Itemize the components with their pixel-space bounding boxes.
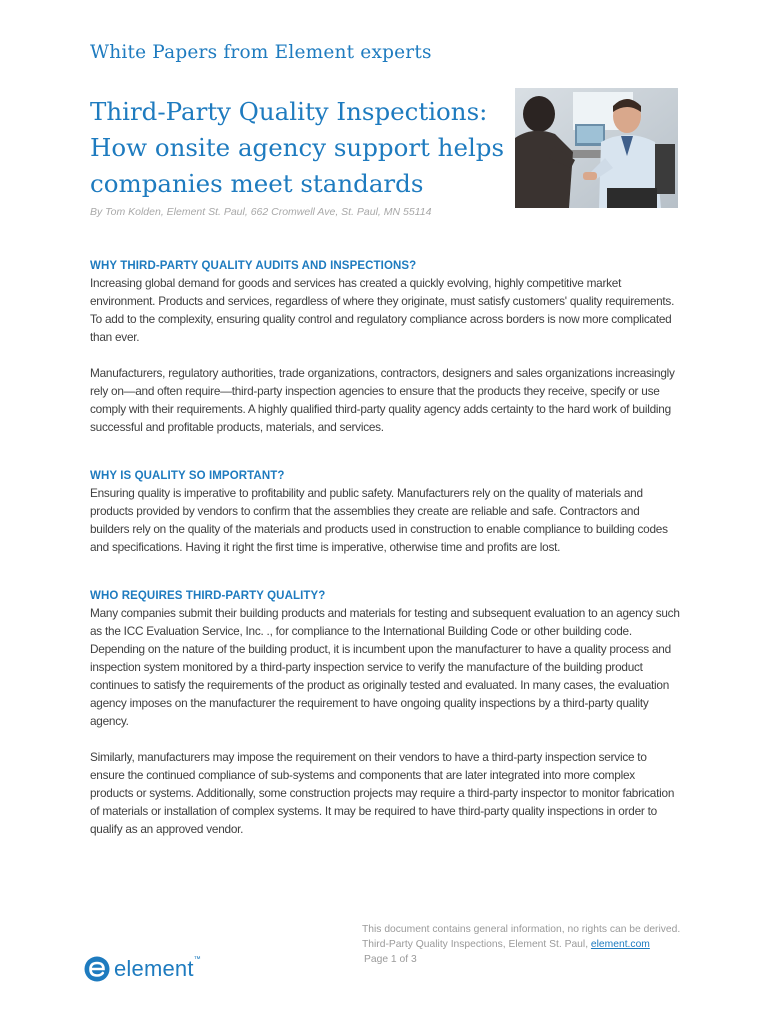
section-paragraph: Increasing global demand for goods and services has created a quickly evolving, highly competitive market environment. Products and services, regardless of where they originate, must satisfy customers' quality requirements. To add to the complexity, ensuring quality control and regulatory compliance across borders is now more complicated than ever. xyxy=(90,276,675,344)
section-paragraph: Manufacturers, regulatory authorities, trade organizations, contractors, designers and sales organizations increasingly rely on—and often require—third-party inspection agencies to ensure that the products they receive, specify or use comply with their requirements. A highly qualified third-party quality agency adds certainty to the hard work of building successful and profitable products, materials, and services. xyxy=(90,366,675,434)
title-line-2: How onsite agency support helps xyxy=(90,133,505,162)
header-photo xyxy=(515,88,678,208)
element-logo-text xyxy=(114,956,201,982)
element-logo-icon xyxy=(84,956,110,982)
section-heading: WHO REQUIRES THIRD-PARTY QUALITY? xyxy=(90,590,326,602)
logo-wordmark: element xyxy=(114,956,194,981)
title-line-3: companies meet standards xyxy=(90,169,424,198)
section-who-requires xyxy=(90,588,680,838)
section-paragraph: Many companies submit their building products and materials for testing and subsequent evaluation to an agency such as the ICC Evaluation Service, Inc. ., for compliance to the International Building Code or other building code. Depending on the nature of the building product, it is incumbent upon the manufacturer to have a quality process and inspection system monitored by a third-party inspection service to verify the manufacture of the building product continues to satisfy the requirements of the product as originally tested and evaluated. In many cases, the evaluation agency imposes on the manufacturer the requirement to have ongoing quality inspections by a third-party quality agency. xyxy=(90,606,680,728)
footer-disclaimer: This document contains general information, no rights can be derived. xyxy=(362,924,681,935)
series-title: White Papers from Element experts xyxy=(90,42,432,63)
article-body xyxy=(90,258,680,856)
document-title xyxy=(90,94,510,202)
section-why-quality xyxy=(90,468,680,556)
section-heading: WHY THIRD-PARTY QUALITY AUDITS AND INSPECTIONS? xyxy=(90,260,417,272)
section-heading: WHY IS QUALITY SO IMPORTANT? xyxy=(90,470,285,482)
byline: By Tom Kolden, Element St. Paul, 662 Cromwell Ave, St. Paul, MN 55114 xyxy=(90,206,432,218)
title-line-1: Third-Party Quality Inspections: xyxy=(90,97,488,126)
footer-source-text: Third-Party Quality Inspections, Element St. Paul, xyxy=(362,939,591,950)
section-paragraph: Similarly, manufacturers may impose the requirement on their vendors to have a third-party inspection service to ensure the continued compliance of sub-systems and components that are later integrated into more complex products or systems. Additionally, some construction projects may require a third-party inspector to monitor fabrication of materials or installation of complex systems. It may be required to have third-party quality inspections in order to qualify as an approved vendor. xyxy=(90,750,675,836)
page-footer xyxy=(362,922,702,967)
page-number: Page 1 of 3 xyxy=(364,954,417,965)
element-logo xyxy=(84,953,201,985)
footer-source xyxy=(362,937,702,952)
trademark-symbol: ™ xyxy=(193,956,201,963)
section-why-third-party xyxy=(90,258,680,436)
section-paragraph: Ensuring quality is imperative to profitability and public safety. Manufacturers rely on the quality of materials and products provided by vendors to confirm that the assemblies they create are reliable and safe. Contractors and builders rely on the quality of the materials and products used in construction to enable compliance to building codes and specifications. Having it right the first time is imperative, otherwise time and profits are lost. xyxy=(90,486,668,554)
element-website-link[interactable]: element.com xyxy=(590,939,650,950)
